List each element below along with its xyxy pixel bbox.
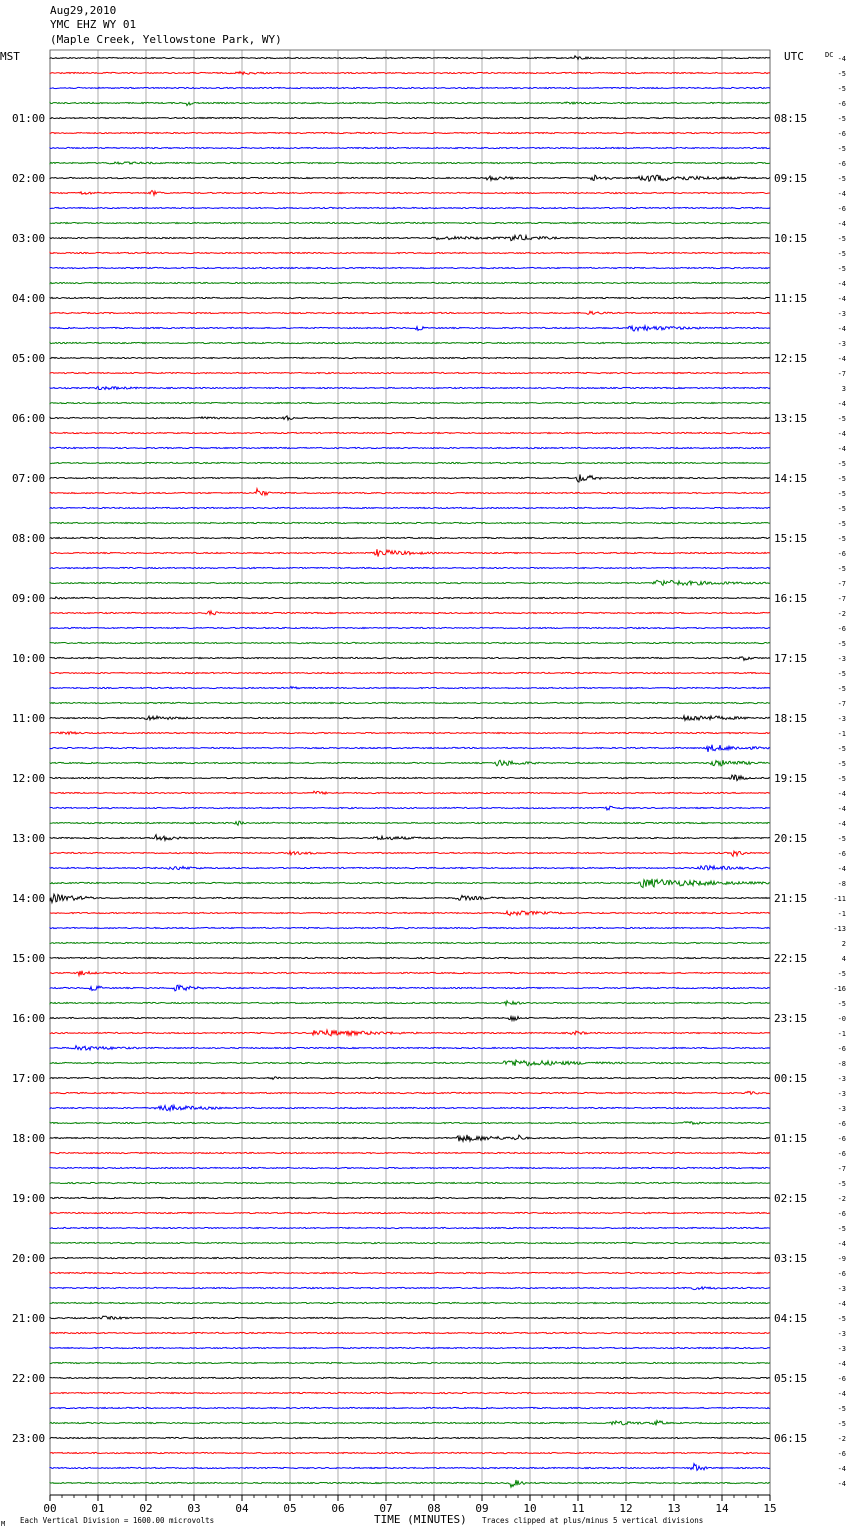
trace-row-35 [50, 580, 770, 585]
dc-offset-label: -5 [837, 265, 846, 273]
trace-row-73 [50, 1152, 770, 1153]
left-hour-label: 14:00 [12, 892, 46, 905]
dc-offset-label: -3 [837, 310, 846, 318]
dc-offset-label: -5 [837, 970, 846, 978]
trace-row-69 [50, 1091, 770, 1094]
dc-offset-label: -1 [837, 1030, 846, 1038]
clip-note: Traces clipped at plus/minus 5 vertical divisions [482, 1516, 704, 1525]
dc-offset-label: -5 [837, 685, 846, 693]
dc-offset-label: -5 [837, 85, 846, 93]
dc-offset-label: -3 [837, 1105, 846, 1113]
dc-offset-label: -5 [837, 745, 846, 753]
left-hour-labels [12, 112, 45, 1445]
right-hour-label: 16:15 [774, 592, 808, 605]
dc-offset-label: -6 [837, 550, 846, 558]
right-hour-label: 02:15 [774, 1192, 808, 1205]
trace-row-42 [50, 687, 770, 689]
dc-offset-label: -6 [837, 1120, 846, 1128]
dc-offset-label: -5 [837, 115, 846, 123]
trace-row-7 [50, 162, 770, 164]
trace-row-21 [50, 372, 770, 373]
x-tick-label: 05 [283, 1502, 297, 1515]
trace-row-76 [50, 1197, 770, 1198]
dc-offset-label: -8 [837, 880, 846, 888]
dc-offset-label: -5 [837, 640, 846, 648]
trace-row-10 [50, 207, 770, 208]
trace-row-50 [50, 806, 770, 810]
dc-offset-label: -5 [837, 520, 846, 528]
left-hour-label: 23:00 [12, 1432, 46, 1445]
trace-row-48 [50, 775, 770, 781]
trace-row-95 [50, 1480, 770, 1487]
dc-offset-label: -6 [837, 205, 846, 213]
dc-offset-label: -4 [837, 280, 846, 288]
x-tick-label: 08 [427, 1502, 441, 1515]
trace-row-19 [50, 342, 770, 343]
trace-row-41 [50, 672, 770, 673]
dc-offset-label: -4 [837, 865, 846, 873]
trace-row-24 [50, 416, 770, 420]
left-hour-label: 12:00 [12, 772, 46, 785]
right-hour-label: 14:15 [774, 472, 808, 485]
dc-offset-label: -8 [837, 1060, 846, 1068]
dc-offset-label: -2 [837, 610, 846, 618]
dc-offset-label: -2 [837, 1435, 846, 1443]
left-hour-label: 13:00 [12, 832, 46, 845]
right-hour-label: 09:15 [774, 172, 808, 185]
dc-offset-label: -4 [837, 295, 846, 303]
left-hour-label: 21:00 [12, 1312, 46, 1325]
x-axis-title: TIME (MINUTES) [374, 1513, 467, 1526]
trace-row-20 [50, 357, 770, 358]
dc-offset-label: -3 [837, 1345, 846, 1353]
dc-offset-label: -4 [837, 325, 846, 333]
dc-offset-label: -5 [837, 1315, 846, 1323]
x-tick-label: 06 [331, 1502, 345, 1515]
right-hour-label: 23:15 [774, 1012, 808, 1025]
trace-row-62 [50, 985, 770, 991]
trace-row-93 [50, 1452, 770, 1453]
dc-offset-label: -3 [837, 1285, 846, 1293]
left-hour-label: 17:00 [12, 1072, 46, 1085]
trace-row-90 [50, 1407, 770, 1408]
trace-row-84 [50, 1316, 770, 1319]
right-hour-label: 18:15 [774, 712, 808, 725]
x-tick-label: 00 [43, 1502, 57, 1515]
dc-offset-label: -6 [837, 130, 846, 138]
x-tick-label: 15 [763, 1502, 777, 1515]
trace-row-92 [50, 1437, 770, 1438]
dc-offset-label: -4 [837, 190, 846, 198]
dc-offset-label: -5 [837, 670, 846, 678]
dc-offset-label: -3 [837, 1075, 846, 1083]
dc-offset-label: -5 [837, 760, 846, 768]
dc-offset-label: -5 [837, 1225, 846, 1233]
right-hour-label: 06:15 [774, 1432, 808, 1445]
left-hour-label: 20:00 [12, 1252, 46, 1265]
dc-offset-label: -5 [837, 460, 846, 468]
scale-note: Each Vertical Division = 1600.00 microvolts [20, 1516, 215, 1525]
dc-offset-label: -5 [837, 1000, 846, 1008]
dc-offset-label: -3 [837, 1090, 846, 1098]
dc-offset-label: -3 [837, 340, 846, 348]
right-hour-label: 11:15 [774, 292, 808, 305]
trace-row-80 [50, 1257, 770, 1258]
left-hour-label: 01:00 [12, 112, 46, 125]
trace-row-60 [50, 957, 770, 958]
left-hour-label: 16:00 [12, 1012, 46, 1025]
trace-row-8 [50, 175, 770, 181]
dc-offset-label: -4 [837, 790, 846, 798]
dc-offset-label: -4 [837, 1300, 846, 1308]
left-hour-label: 19:00 [12, 1192, 46, 1205]
trace-row-28 [50, 474, 770, 482]
x-tick-label: 01 [91, 1502, 105, 1515]
trace-row-3 [50, 102, 770, 106]
dc-offset-label: -4 [837, 355, 846, 363]
trace-row-27 [50, 462, 770, 463]
trace-row-34 [50, 567, 770, 568]
dc-offset-label: -6 [837, 850, 846, 858]
trace-row-44 [50, 716, 770, 721]
right-hour-labels [774, 112, 807, 1445]
trace-row-12 [50, 235, 770, 241]
trace-row-61 [50, 971, 770, 976]
dc-offset-label: -4 [837, 400, 846, 408]
trace-row-67 [50, 1060, 770, 1066]
right-hour-label: 03:15 [774, 1252, 808, 1265]
trace-row-77 [50, 1212, 770, 1213]
dc-offset-label: -4 [837, 1480, 846, 1488]
dc-offset-label: -6 [837, 160, 846, 168]
right-hour-label: 01:15 [774, 1132, 808, 1145]
x-tick-label: 03 [187, 1502, 201, 1515]
dc-offset-label: -3 [837, 715, 846, 723]
trace-row-11 [50, 222, 770, 223]
trace-row-59 [50, 942, 770, 943]
dc-offset-label: -7 [837, 595, 846, 603]
trace-row-55 [50, 879, 770, 888]
trace-row-51 [50, 821, 770, 825]
dc-offset-label: -1 [837, 730, 846, 738]
dc-offset-label: -4 [837, 430, 846, 438]
trace-row-37 [50, 611, 770, 615]
dc-offset-label: -6 [837, 1450, 846, 1458]
left-hour-label: 03:00 [12, 232, 46, 245]
trace-row-32 [50, 537, 770, 538]
dc-offset-label: -5 [837, 490, 846, 498]
right-hour-label: 05:15 [774, 1372, 808, 1385]
dc-offset-label: -13 [833, 925, 846, 933]
left-hour-label: 22:00 [12, 1372, 46, 1385]
trace-row-25 [50, 432, 770, 433]
right-hour-label: 20:15 [774, 832, 808, 845]
trace-row-89 [50, 1392, 770, 1393]
trace-row-22 [50, 386, 770, 389]
dc-offset-label: -6 [837, 1150, 846, 1158]
trace-row-4 [50, 117, 770, 118]
dc-offset-label: -5 [837, 145, 846, 153]
trace-row-58 [50, 927, 770, 928]
trace-row-14 [50, 267, 770, 268]
dc-offset-label: -2 [837, 1195, 846, 1203]
trace-row-53 [50, 851, 770, 856]
trace-row-40 [50, 657, 770, 661]
right-hour-label: 19:15 [774, 772, 808, 785]
dc-offset-label: -4 [837, 445, 846, 453]
left-hour-label: 04:00 [12, 292, 46, 305]
x-tick-label: 12 [619, 1502, 633, 1515]
left-hour-label: 07:00 [12, 472, 46, 485]
dc-offset-label: -6 [837, 1375, 846, 1383]
trace-row-88 [50, 1377, 770, 1378]
right-hour-label: 12:15 [774, 352, 808, 365]
trace-row-23 [50, 402, 770, 403]
dc-offset-labels [833, 55, 846, 1488]
trace-row-43 [50, 702, 770, 703]
dc-offset-label: -7 [837, 580, 846, 588]
dc-offset-label: -6 [837, 1045, 846, 1053]
dc-offset-label: -4 [837, 1240, 846, 1248]
left-hour-label: 05:00 [12, 352, 46, 365]
dc-offset-label: 3 [841, 385, 846, 393]
trace-row-81 [50, 1272, 770, 1273]
dc-offset-label: 4 [841, 955, 846, 963]
trace-row-82 [50, 1287, 770, 1290]
right-hour-label: 13:15 [774, 412, 808, 425]
dc-offset-label: -5 [837, 1180, 846, 1188]
trace-rows [50, 56, 770, 1487]
x-tick-label: 14 [715, 1502, 729, 1515]
x-tick-label: 02 [139, 1502, 153, 1515]
trace-row-45 [50, 732, 770, 735]
dc-offset-label: -1 [837, 910, 846, 918]
trace-row-33 [50, 549, 770, 556]
x-tick-label: 09 [475, 1502, 489, 1515]
left-hour-label: 10:00 [12, 652, 46, 665]
trace-row-70 [50, 1105, 770, 1110]
trace-row-13 [50, 252, 770, 253]
dc-offset-label: -5 [837, 250, 846, 258]
header-date: Aug29,2010 [50, 4, 117, 17]
left-hour-label: 06:00 [12, 412, 46, 425]
trace-row-72 [50, 1135, 770, 1141]
dc-offset-label: -7 [837, 700, 846, 708]
dc-offset-label: -5 [837, 235, 846, 243]
trace-row-39 [50, 642, 770, 643]
trace-row-78 [50, 1227, 770, 1228]
trace-row-2 [50, 87, 770, 88]
right-hour-label: 17:15 [774, 652, 808, 665]
right-hour-label: 15:15 [774, 532, 808, 545]
trace-row-86 [50, 1347, 770, 1348]
x-tick-label: 11 [571, 1502, 585, 1515]
dc-offset-label: -5 [837, 70, 846, 78]
trace-row-79 [50, 1242, 770, 1243]
dc-offset-label: -16 [833, 985, 846, 993]
dc-offset-label: -5 [837, 775, 846, 783]
trace-row-47 [50, 760, 770, 766]
dc-offset-label: -3 [837, 1330, 846, 1338]
trace-row-83 [50, 1302, 770, 1303]
dc-offset-label: 2 [841, 940, 846, 948]
trace-row-64 [50, 1017, 770, 1021]
trace-row-30 [50, 507, 770, 508]
trace-row-75 [50, 1182, 770, 1183]
trace-row-85 [50, 1332, 770, 1333]
trace-row-63 [50, 1001, 770, 1005]
dc-offset-label: -4 [837, 820, 846, 828]
dc-offset-label: -4 [837, 805, 846, 813]
dc-offset-label: -9 [837, 1255, 846, 1263]
trace-row-0 [50, 56, 770, 60]
dc-offset-label: -5 [837, 475, 846, 483]
dc-offset-label: -4 [837, 1360, 846, 1368]
header-location: (Maple Creek, Yellowstone Park, WY) [50, 33, 282, 46]
right-hour-label: 08:15 [774, 112, 808, 125]
minute-gridlines [50, 50, 770, 1495]
trace-row-1 [50, 72, 770, 75]
dc-offset-label: -3 [837, 655, 846, 663]
dc-offset-label: -5 [837, 175, 846, 183]
left-hour-label: 02:00 [12, 172, 46, 185]
right-hour-label: 22:15 [774, 952, 808, 965]
trace-row-57 [50, 911, 770, 916]
right-hour-label: 10:15 [774, 232, 808, 245]
left-hour-label: 18:00 [12, 1132, 46, 1145]
right-timezone-label: UTC [784, 50, 804, 63]
trace-row-31 [50, 522, 770, 523]
left-hour-label: 15:00 [12, 952, 46, 965]
x-tick-label: 04 [235, 1502, 249, 1515]
dc-offset-label: -4 [837, 220, 846, 228]
trace-row-17 [50, 311, 770, 314]
dc-offset-label: -5 [837, 835, 846, 843]
dc-offset-label: -6 [837, 625, 846, 633]
left-hour-label: 11:00 [12, 712, 46, 725]
trace-row-18 [50, 326, 770, 331]
trace-row-56 [50, 894, 770, 902]
dc-offset-label: -4 [837, 55, 846, 63]
dc-offset-label: -5 [837, 535, 846, 543]
trace-row-91 [50, 1421, 770, 1426]
trace-row-5 [50, 132, 770, 133]
right-hour-label: 00:15 [774, 1072, 808, 1085]
dc-offset-label: -5 [837, 565, 846, 573]
trace-row-29 [50, 489, 770, 496]
trace-row-16 [50, 297, 770, 298]
trace-row-65 [50, 1030, 770, 1036]
dc-offset-label: -4 [837, 1465, 846, 1473]
x-tick-label: 07 [379, 1502, 393, 1515]
trace-row-36 [50, 597, 770, 599]
trace-row-54 [50, 866, 770, 870]
trace-row-71 [50, 1122, 770, 1125]
left-timezone-label: MST [0, 50, 20, 63]
trace-row-94 [50, 1464, 770, 1471]
trace-row-49 [50, 791, 770, 794]
trace-row-46 [50, 745, 770, 752]
dc-offset-label: -5 [837, 1420, 846, 1428]
dc-offset-label: -7 [837, 370, 846, 378]
trace-row-52 [50, 835, 770, 841]
dc-offset-label: -5 [837, 505, 846, 513]
trace-row-66 [50, 1046, 770, 1050]
trace-row-26 [50, 447, 770, 448]
header-station: YMC EHZ WY 01 [50, 18, 137, 31]
dc-offset-label: -7 [837, 1165, 846, 1173]
dc-offset-label: -6 [837, 100, 846, 108]
trace-row-15 [50, 282, 770, 283]
dc-offset-label: -6 [837, 1210, 846, 1218]
dc-offset-label: -4 [837, 1390, 846, 1398]
trace-row-87 [50, 1362, 770, 1363]
x-axis [43, 1495, 776, 1515]
x-tick-label: 10 [523, 1502, 537, 1515]
dc-offset-label: -0 [837, 1015, 846, 1023]
left-hour-label: 08:00 [12, 532, 46, 545]
trace-row-38 [50, 627, 770, 628]
trace-row-6 [50, 147, 770, 148]
dc-offset-label: -5 [837, 1405, 846, 1413]
trace-row-68 [50, 1077, 770, 1080]
right-hour-label: 04:15 [774, 1312, 808, 1325]
trace-row-74 [50, 1167, 770, 1168]
plot-frame [50, 50, 770, 1495]
dc-offset-label: -6 [837, 1270, 846, 1278]
logo-mark: M [1, 1520, 6, 1528]
dc-offset-label: -11 [833, 895, 846, 903]
dc-header-label: DC [825, 51, 834, 59]
x-tick-label: 13 [667, 1502, 681, 1515]
dc-offset-label: -5 [837, 415, 846, 423]
right-hour-label: 21:15 [774, 892, 808, 905]
dc-offset-label: -6 [837, 1135, 846, 1143]
left-hour-label: 09:00 [12, 592, 46, 605]
trace-row-9 [50, 191, 770, 196]
